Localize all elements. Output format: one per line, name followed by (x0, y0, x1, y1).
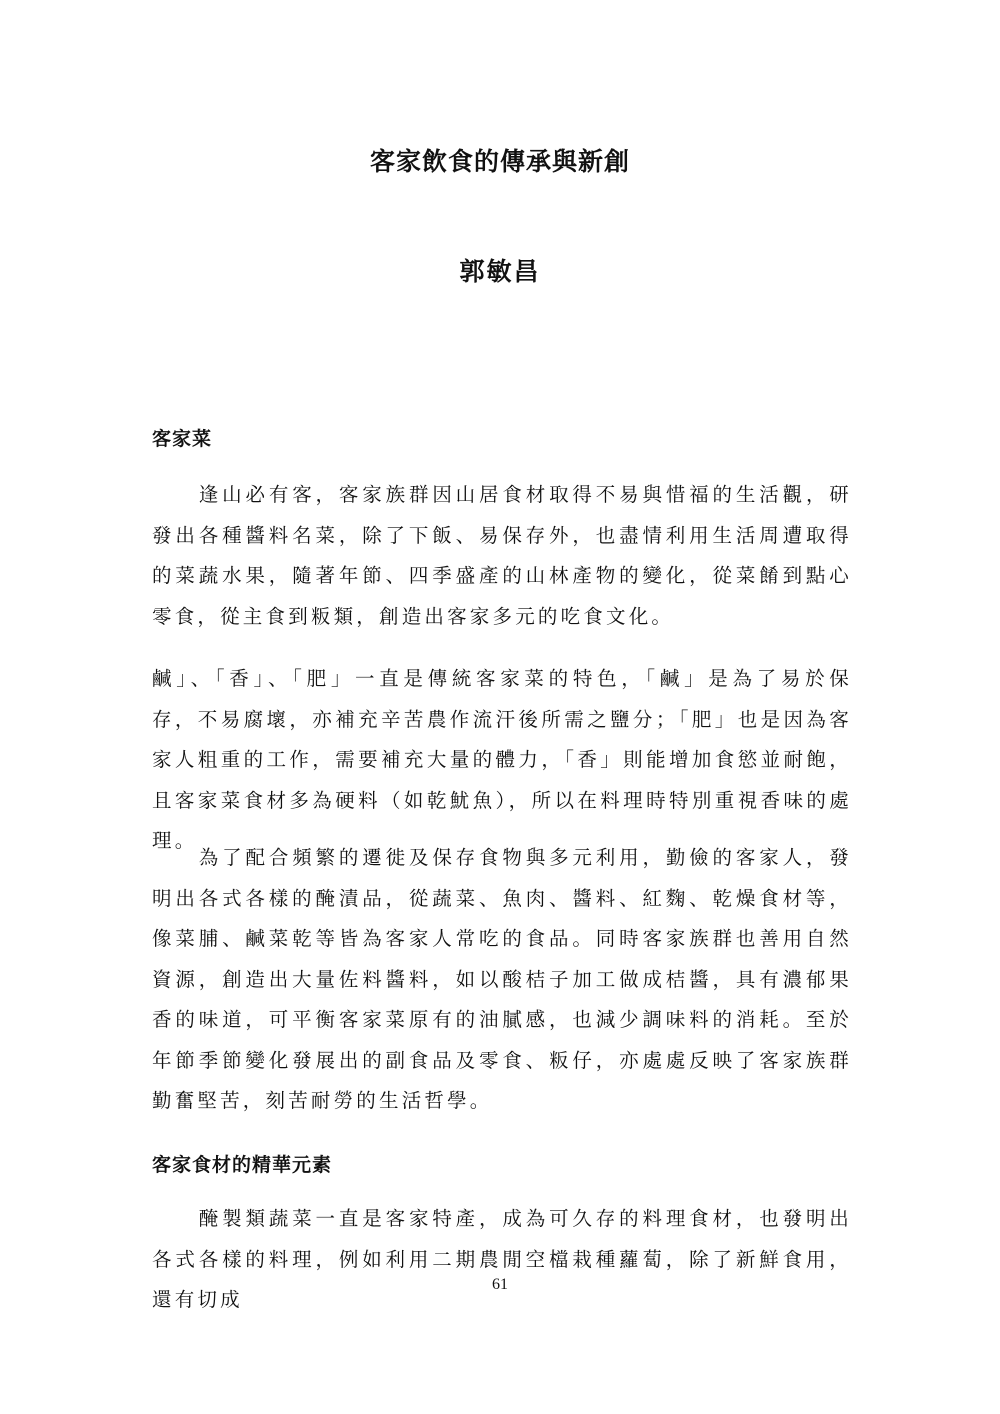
paragraph: 逢山必有客，客家族群因山居食材取得不易與惜福的生活觀，研發出各種醬料名菜，除了下飯、易保存外，也盡情利用生活周遭取得的菜蔬水果，隨著年節、四季盛產的山林產物的變化，從菜餚到點心零食，從主食到粄類，創造出客家多元的吃食文化。 (152, 483, 852, 628)
paragraph: 鹹」、「香」、「肥」一直是傳統客家菜的特色，「鹹」是為了易於保存，不易腐壞，亦補充辛苦農作流汗後所需之鹽分；「肥」也是因為客家人粗重的工作，需要補充大量的體力，「香」則能增加食慾並耐飽，且客家菜食材多為硬料（如乾魷魚），所以在料理時特別重視香味的處理。 (152, 667, 852, 852)
author-name: 郭敏昌 (459, 257, 541, 286)
section-heading-ingredients: 客家食材的精華元素 (152, 1154, 333, 1176)
paragraph: 醃製類蔬菜一直是客家特產，成為可久存的料理食材，也發明出各式各樣的料理，例如利用二期農閒空檔栽種蘿蔔，除了新鮮食用，還有切成 (152, 1207, 852, 1311)
section-heading-hakka-cuisine: 客家菜 (152, 428, 213, 450)
paragraph: 為了配合頻繁的遷徙及保存食物與多元利用，勤儉的客家人，發明出各式各樣的醃漬品，從蔬菜、魚肉、醬料、紅麴、乾燥食材等，像菜脯、鹹菜乾等皆為客家人常吃的食品。同時客家族群也善用自然資源，創造出大量佐料醬料，如以酸桔子加工做成桔醬，具有濃郁果香的味道，可平衡客家菜原有的油膩感，也減少調味料的消耗。至於年節季節變化發展出的副食品及零食、粄仔，亦處處反映了客家族群勤奮堅苦，刻苦耐勞的生活哲學。 (152, 846, 852, 1112)
page-number: 61 (492, 1276, 508, 1293)
document-title: 客家飲食的傳承與新創 (369, 147, 630, 176)
